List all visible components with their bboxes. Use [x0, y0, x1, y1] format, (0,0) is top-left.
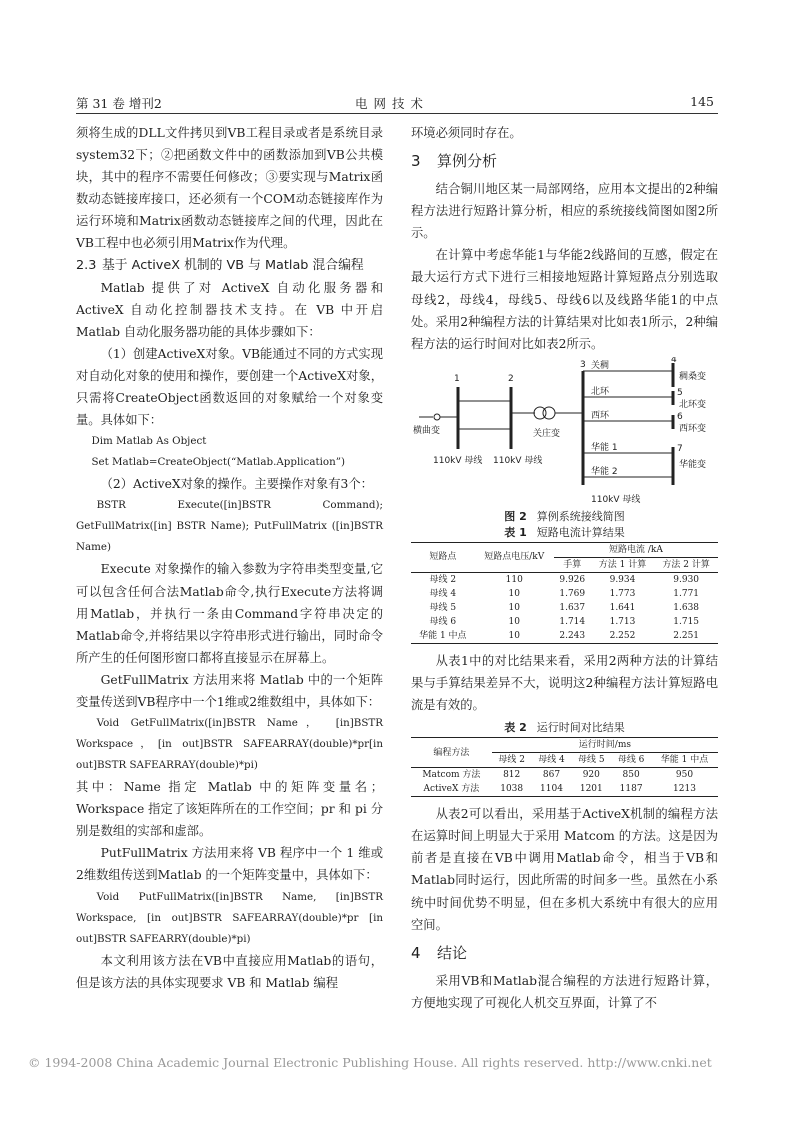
journal-title: 电 网 技 术	[355, 96, 424, 111]
table-cell: 9.930	[673, 574, 700, 585]
table-header: 华能 1 中点	[651, 753, 718, 768]
left-column	[76, 122, 383, 994]
bus1-label: 110kV 母线	[433, 455, 483, 466]
table-cell: 2.251	[654, 629, 718, 644]
bus2-label: 110kV 母线	[493, 455, 543, 466]
feeder-beihuan-label: 北环	[591, 386, 610, 397]
section-2-3-heading	[76, 255, 383, 277]
table-cell: 1.637	[559, 602, 586, 613]
table-header: 方法 1 计算	[591, 557, 655, 572]
table-cell: 9.934	[609, 574, 636, 585]
header-rule	[76, 113, 718, 114]
table-header: 短路点	[411, 542, 475, 572]
table-1	[411, 542, 718, 644]
source-station-label: 横曲变	[413, 425, 441, 436]
paragraph: （2）ActiveX对象的操作。主要操作对象有3个：	[100, 477, 373, 492]
node-label-7: 7	[677, 443, 683, 454]
table-cell: 1.769	[559, 588, 586, 599]
table-header: 短路点电压/kV	[475, 542, 554, 572]
table-row	[411, 768, 718, 783]
figure-2	[411, 357, 718, 509]
trafo-label: 关庄变	[533, 428, 561, 439]
table-cell: 920	[582, 770, 600, 781]
table-cell: 母线 4	[429, 588, 457, 599]
table-cell: 1038	[492, 782, 532, 797]
table-1-caption	[411, 525, 718, 541]
table-cell: 2.252	[591, 629, 655, 644]
paragraph: 采用VB和Matlab混合编程的方法进行短路计算，方便地实现了可视化人机交互界面，计算了不	[411, 973, 718, 1010]
code-line: BSTR Execute([in]BSTR Command); GetFullMatrix([in] BSTR Name); PutFullMatrix ([in]BSTR Name)	[76, 499, 383, 554]
table-cell: 华能 1 中点	[411, 629, 475, 644]
table-row	[411, 629, 718, 644]
table-header: 方法 2 计算	[654, 557, 718, 572]
table-cell: 950	[675, 770, 694, 781]
paragraph: PutFullMatrix 方法用来将 VB 程序中一个 1 维或2维数组传送到Matlab 的一个矩阵变量中，具体如下：	[76, 846, 383, 883]
paragraph: （1）创建ActiveX对象。VB能通过不同的方式实现对自动化对象的使用和操作，要创建一个ActiveX对象，只需将CreateObject函数返回的对象赋给一个对象变量。具体如下：	[76, 346, 384, 428]
table-header: 短路电流 /kA	[554, 542, 718, 557]
one-line-diagram	[411, 357, 718, 509]
table-cell: 867	[542, 770, 561, 781]
section-title: 基于 ActiveX 机制的 VB 与 Matlab 混合编程	[102, 257, 364, 273]
table-cell: 850	[622, 770, 640, 781]
table-cell: 1.638	[673, 602, 700, 613]
caption-number: 表 2	[504, 721, 527, 735]
table-header: 母线 4	[532, 753, 572, 768]
node-label-4: 4	[671, 356, 677, 365]
table-cell: 母线 5	[429, 602, 457, 613]
table-row	[411, 601, 718, 615]
paragraph: GetFullMatrix 方法用来将 Matlab 中的一个矩阵变量传送到VB程序中一个1维或2维数组中，具体如下：	[76, 672, 383, 709]
table-cell: Matcom 方法	[422, 770, 481, 781]
paragraph: Matlab 提供了对 ActiveX 自动化服务器和 ActiveX 自动化控制器技术支持。在 VB 中开启 Matlab 自动化服务器功能的具体步骤如下：	[76, 280, 383, 339]
section-4-heading	[411, 942, 718, 964]
code-line: Void PutFullMatrix([in]BSTR Name, [in]BSTR Workspace, [in out]BSTR SAFEARRAY(double)*pr [in out]BSTR SAFEARRY(double)*pi)	[76, 890, 383, 945]
caption-number: 表 1	[504, 525, 527, 539]
table-cell: 10	[508, 602, 520, 613]
table-2-caption	[411, 720, 718, 736]
section-number: 4	[411, 943, 421, 962]
table-header: 母线 6	[611, 753, 651, 768]
table-cell: 1213	[651, 782, 718, 797]
table-cell: 9.926	[559, 574, 586, 585]
table-cell: 1201	[571, 782, 611, 797]
table-header: 母线 2	[492, 753, 532, 768]
table-header: 编程方法	[411, 738, 492, 768]
paragraph: 从表2可以看出，采用基于ActiveX机制的编程方法在运算时间上明显大于采用 Matcom 的方法。这是因为前者是直接在VB中调用Matlab命令，相当于VB和Matlab同时运行，因此所需的时间多一些。虽然在小系统中时间优势不明显，但在多机大系统中有很大的应用空间。	[411, 807, 718, 932]
table-cell: 1187	[611, 782, 651, 797]
paragraph: Execute 对象操作的输入参数为字符串类型变量,它可以包含任何合法Matlab命令,执行Execute方法将调用Matlab，并执行一条由Command字符串决定的Matlab命令,并将结果以字符串形式进行输出，同时命令所产生的任何图形窗口都将直接显示在屏幕上。	[76, 562, 383, 665]
feeder-xihuan-label: 西环	[591, 410, 610, 421]
node-label-1: 1	[454, 373, 460, 384]
table-header: 运行时间/ms	[492, 738, 718, 753]
paragraph: 环境必须同时存在。	[411, 126, 522, 140]
caption-text: 短路电流计算结果	[536, 525, 625, 539]
table-cell: 10	[508, 616, 520, 627]
code-line: Dim Matlab As Object	[91, 435, 207, 448]
section-number: 3	[411, 152, 421, 171]
table-cell: 1.713	[609, 616, 636, 627]
right-column	[411, 122, 718, 1014]
feeder-huaneng1-label: 华能 1	[591, 442, 618, 453]
table-cell: 10	[475, 629, 554, 644]
paragraph: 结合铜川地区某一局部网络，应用本文提出的2种编程方法进行短路计算分析，相应的系统接线简图如图2所示。	[411, 182, 718, 241]
trafo-winding-2	[543, 407, 555, 419]
table-cell: 1.773	[609, 588, 636, 599]
table-cell: 110	[505, 574, 523, 585]
table-row	[411, 615, 718, 629]
table-cell: 母线 6	[429, 616, 457, 627]
bus3-label: 110kV 母线	[591, 494, 641, 505]
table-cell: 1.771	[673, 588, 700, 599]
node-label-5: 5	[677, 387, 683, 398]
paragraph: 在计算中考虑华能1与华能2线路间的互感，假定在最大运行方式下进行三相接地短路计算短路点分别选取母线2，母线4，母线5、母线6以及线路华能1的中点处。采用2种编程方法的计算结果对比如表1所示，2种编程方法的运行时间对比如表2所示。	[411, 248, 718, 351]
beihuan-station-label: 北环变	[679, 399, 707, 410]
paragraph: 其中：Name 指定 Matlab 中的矩阵变量名；Workspace 指定了该矩阵所在的工作空间；pr 和 pi 分别是数组的实部和虚部。	[76, 780, 383, 839]
table-row	[411, 572, 718, 587]
chousang-station-label: 稠桑变	[679, 371, 707, 382]
section-number: 2.3	[76, 257, 97, 273]
table-cell: 母线 2	[429, 574, 457, 585]
table-cell: 1.715	[673, 616, 700, 627]
table-2	[411, 737, 718, 797]
table-header: 手算	[554, 557, 591, 572]
table-row	[411, 587, 718, 601]
node-label-3: 3	[580, 359, 586, 370]
node-label-2: 2	[508, 373, 514, 384]
paragraph: 本文利用该方法在VB中直接应用Matlab的语句，但是该方法的具体实现要求 VB 和 Matlab 编程	[76, 953, 383, 990]
section-3-heading	[411, 150, 718, 172]
page-number: 145	[690, 94, 714, 109]
table-cell: 812	[503, 770, 521, 781]
table-cell: 2.243	[554, 629, 591, 644]
node-label-6: 6	[677, 411, 683, 422]
code-line: Set Matlab=CreateObject(“Matlab.Application”)	[91, 456, 346, 469]
paragraph: 从表1中的对比结果来看，采用2两种方法的计算结果与手算结果差异不大，说明这2种编程方法计算短路电流是有效的。	[411, 653, 718, 713]
journal-volume: 第 31 卷 增刊2	[76, 96, 162, 111]
table-cell: 1.641	[609, 602, 636, 613]
paragraph: 须将生成的DLL文件拷贝到VB工程目录或者是系统目录system32下；②把函数文件中的函数添加到VB公共模块，其中的程序不需要任何修改；③要实现与Matrix函数动态链接库接口，还必须有一个COM动态链接库作为运行环境和Matrix函数动态链接库之间的代理，因此在VB工程中也必须引用Matrix作为代理。	[76, 126, 383, 251]
source-node	[434, 414, 440, 420]
section-title: 算例分析	[437, 152, 498, 171]
caption-number: 图 2	[504, 509, 527, 523]
feeder-guanchou-label: 关稠	[591, 360, 610, 371]
copyright-footer: © 1994-2008 China Academic Journal Electronic Publishing House. All rights reserved. http://www.cnki.net	[28, 1055, 712, 1070]
section-title: 结论	[437, 943, 468, 962]
code-line: Void GetFullMatrix([in]BSTR Name， [in]BSTR Workspace，[in out]BSTR SAFEARRAY(double)*pr[in out]BSTR SAFEARRAY(double)*pi)	[76, 717, 383, 772]
table-cell: 1.714	[559, 616, 586, 627]
table-cell: ActiveX 方法	[411, 782, 492, 797]
caption-text: 运行时间对比结果	[536, 721, 625, 735]
table-cell: 1104	[532, 782, 572, 797]
table-cell: 10	[508, 588, 520, 599]
caption-text: 算例系统接线简图	[536, 509, 625, 523]
table-header: 母线 5	[571, 753, 611, 768]
table-row	[411, 782, 718, 797]
feeder-huaneng2-label: 华能 2	[591, 466, 618, 477]
huaneng-station-label: 华能变	[679, 459, 707, 470]
figure-2-caption	[411, 509, 718, 525]
xihuan-station-label: 西环变	[679, 423, 707, 434]
